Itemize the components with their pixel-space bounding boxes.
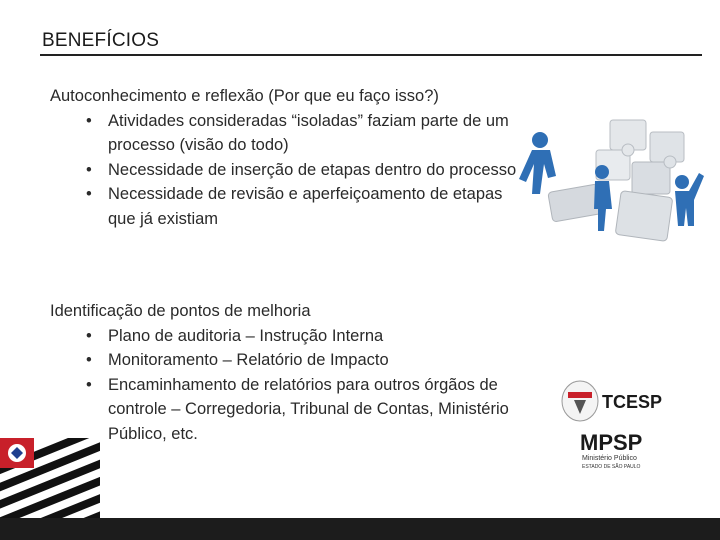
- section-heading: Identificação de pontos de melhoria: [50, 302, 311, 320]
- section-improvement-points: [50, 299, 550, 446]
- sao-paulo-flag-graphic: [0, 438, 100, 528]
- puzzle-pieces-icon: [548, 120, 684, 241]
- list-item-text: Encaminhamento de relatórios para outros órgãos de controle – Corregedoria, Tribunal de Contas, Ministério Público, etc.: [108, 375, 509, 443]
- mpsp-subtitle: Ministério Público: [582, 455, 637, 462]
- list-item-text: Necessidade de revisão e aperfeiçoamento de etapas que já existiam: [108, 185, 503, 228]
- section-heading: Autoconhecimento e reflexão (Por que eu faço isso?): [50, 87, 439, 105]
- list-item-text: Plano de auditoria – Instrução Interna: [108, 326, 384, 345]
- person-figure-icon: [675, 173, 704, 226]
- list-item-text: Atividades consideradas “isoladas” faziam parte de um processo (visão do todo): [108, 111, 509, 154]
- list-item: [50, 158, 530, 183]
- puzzle-figures-illustration: [510, 110, 705, 250]
- mpsp-logo: [578, 428, 668, 472]
- section-self-knowledge: [50, 84, 530, 231]
- list-item: [50, 373, 550, 447]
- bullet-icon: •: [86, 185, 92, 203]
- bullet-icon: •: [86, 160, 92, 179]
- bullet-list: [50, 109, 530, 232]
- title-underline: [40, 54, 702, 56]
- list-item-text: Necessidade de inserção de etapas dentro do processo: [108, 160, 517, 179]
- bullet-icon: •: [86, 326, 92, 345]
- bullet-icon: •: [86, 351, 92, 369]
- bullet-list: [50, 324, 550, 447]
- slide-title: BENEFÍCIOS: [42, 30, 160, 51]
- tcesp-logo: [560, 378, 670, 424]
- list-item-text: Monitoramento – Relatório de Impacto: [108, 351, 389, 369]
- list-item: [50, 324, 550, 349]
- mpsp-logo-text: MPSP: [580, 430, 643, 455]
- list-item: [50, 348, 550, 373]
- list-item: [50, 109, 530, 158]
- tcesp-logo-text: TCESP: [602, 392, 663, 412]
- mpsp-state: ESTADO DE SÃO PAULO: [582, 464, 641, 470]
- bullet-icon: •: [86, 375, 92, 394]
- footer-bar: [0, 518, 720, 540]
- list-item: [50, 182, 530, 231]
- bullet-icon: •: [86, 111, 92, 130]
- person-figure-icon: [519, 132, 556, 194]
